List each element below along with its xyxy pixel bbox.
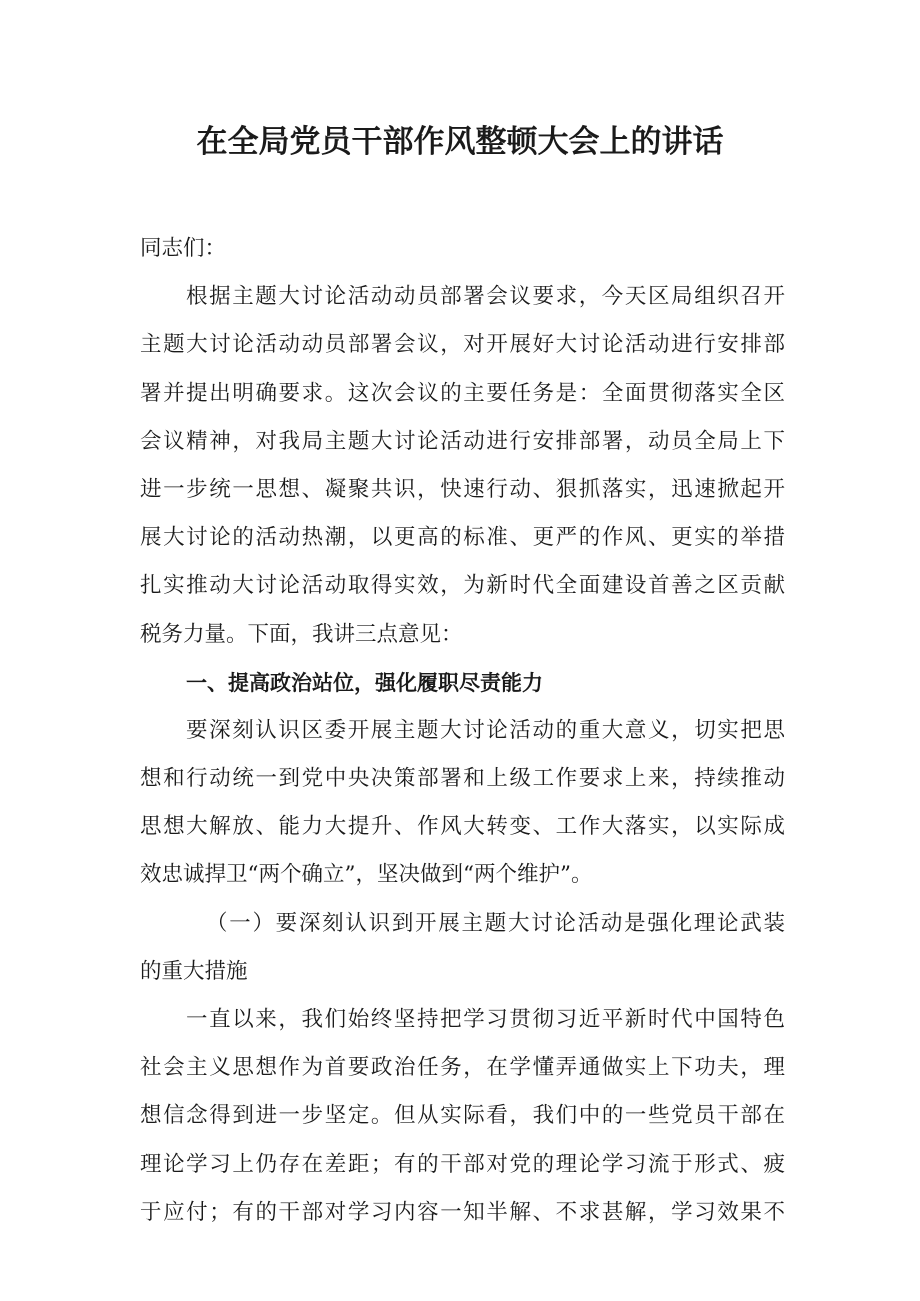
paragraph-3 (140, 996, 785, 1237)
paragraph-line: 要深刻认识区委开展主题大讨论活动的重大意义，切实把思 (186, 717, 785, 743)
paragraph-line: 扎实推动大讨论活动取得实效，为新时代全面建设首善之区贡献 (140, 573, 785, 599)
paragraph-line: 展大讨论的活动热潮，以更高的标准、更严的作风、更实的举措 (140, 525, 785, 551)
subheading-line: （一）要深刻认识到开展主题大讨论活动是强化理论武装 (206, 910, 785, 936)
paragraph-line: 想和行动统一到党中央决策部署和上级工作要求上来，持续推动 (140, 766, 785, 792)
section-heading-1: 一、提高政治站位，强化履职尽责能力 (186, 670, 543, 695)
subheading-1 (140, 900, 785, 996)
paragraph-1 (140, 273, 785, 659)
paragraph-line: 社会主义思想作为首要政治任务，在学懂弄通做实上下功夫，理 (140, 1055, 785, 1081)
paragraph-2 (140, 707, 785, 900)
paragraph-line: 一直以来，我们始终坚持把学习贯彻习近平新时代中国特色 (186, 1007, 785, 1032)
document-body (140, 225, 785, 1237)
paragraph-line: 会议精神，对我局主题大讨论活动进行安排部署，动员全局上下 (140, 428, 785, 454)
paragraph-line: 进一步统一思想、凝聚共识，快速行动、狠抓落实，迅速掀起开 (140, 476, 785, 502)
document-title: 在全局党员干部作风整顿大会上的讲话 (196, 124, 724, 160)
paragraph-line: 署并提出明确要求。这次会议的主要任务是：全面贯彻落实全区 (140, 380, 785, 406)
paragraph-line: 理论学习上仍存在差距；有的干部对党的理论学习流于形式、疲 (140, 1151, 785, 1177)
paragraph-line: 想信念得到进一步坚定。但从实际看，我们中的一些党员干部在 (140, 1103, 785, 1129)
paragraph-line: 于应付；有的干部对学习内容一知半解、不求甚解，学习效果不 (140, 1199, 785, 1225)
paragraph-line: 主题大讨论活动动员部署会议，对开展好大讨论活动进行安排部 (140, 332, 785, 358)
subheading-line: 的重大措施 (140, 958, 248, 984)
paragraph-line: 税务力量。下面，我讲三点意见： (140, 621, 463, 647)
paragraph-line: 效忠诚捍卫“两个确立”，坚决做到“两个维护”。 (140, 862, 593, 888)
salutation: 同志们： (140, 236, 227, 261)
paragraph-line: 思想大解放、能力大提升、作风大转变、工作大落实，以实际成 (140, 814, 785, 840)
paragraph-line: 根据主题大讨论活动动员部署会议要求，今天区局组织召开 (186, 284, 785, 310)
